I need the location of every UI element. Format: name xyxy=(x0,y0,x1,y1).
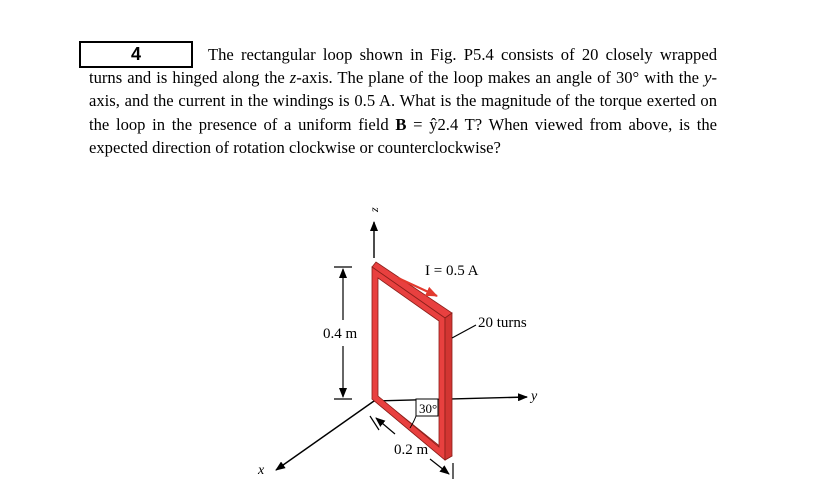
problem-text-part2: -axis. The plane of the loop makes an angle of 30° with the xyxy=(296,68,705,88)
problem-text-part4: = ŷ2.4 T? When viewed from above, is the expected direction of rotation clockwise or counterclockwise? xyxy=(89,114,717,157)
turns-label: 20 turns xyxy=(478,315,527,331)
loop-front-face xyxy=(372,267,445,460)
width-dim-line-right xyxy=(430,459,449,474)
width-dim-left-tick xyxy=(370,416,379,430)
z-axis-label: z xyxy=(367,207,381,212)
angle-label: 30° xyxy=(419,401,438,416)
current-label: I = 0.5 A xyxy=(425,263,479,279)
width-dim-line-left xyxy=(376,418,395,434)
problem-number-box: 4 xyxy=(79,41,193,68)
y-axis-label: y xyxy=(531,389,538,404)
x-axis-label: x xyxy=(258,463,265,478)
current-loop xyxy=(372,262,452,460)
problem-text-part1: The rectangular loop shown in Fig. P5.4 consists of 20 closely wrapped turns and is hinged along the xyxy=(89,45,717,88)
width-label: 0.2 m xyxy=(394,442,429,458)
problem-text-part3: -axis, and the current in the windings is 0.5 A. What is the magnitude of the torque exerted on the loop in the presence of a uniform field xyxy=(89,68,718,134)
z-axis-variable: z xyxy=(289,68,297,88)
x-axis-line xyxy=(276,401,374,470)
loop-right-side xyxy=(445,313,452,460)
y-axis-variable: y xyxy=(704,68,712,88)
height-label: 0.4 m xyxy=(323,326,358,342)
field-symbol: B xyxy=(395,114,407,134)
turns-leader-line xyxy=(452,325,476,338)
